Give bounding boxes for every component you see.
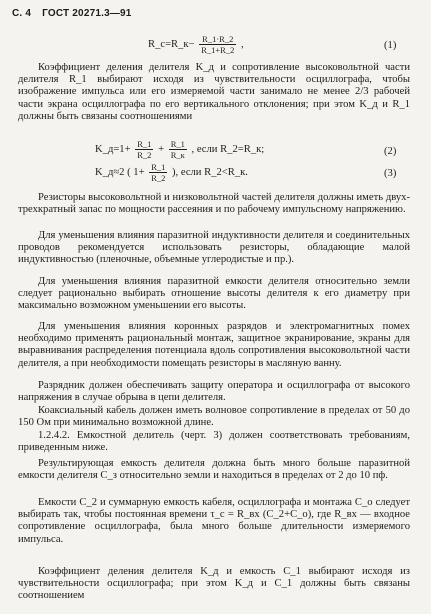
formula-1-tail: ,: [240, 38, 244, 50]
formula-1-fraction: [199, 34, 236, 55]
page-header: [12, 8, 140, 19]
page-number: С. 4: [12, 8, 32, 19]
formula-1: [148, 34, 244, 55]
paragraph-capacitive-divider: 1.2.4.2. Емкостной делитель (черт. 3) должен соответствовать требованиям, приведенным ниже.: [18, 430, 410, 454]
formula-1-denominator: R_1+R_2: [201, 45, 235, 55]
paragraph-time-constant: Емкости C_2 и суммарную емкость кабеля, осциллографа и монтажа C_о следует выбирать так, чтобы постоянная времени τ_с = R_вх (C_2+C_о), где R_вх — входное сопротивление осциллографа, была много больше длительности измеряемого импульса.: [18, 497, 410, 545]
paragraph-divider-ratio: Коэффициент деления делителя K_д и емкость C_1 выбирают исходя из чувствительности осциллографа; при этом K_д и C_1 должны быть связаны соотношением: [18, 566, 410, 602]
formula-2-numerator-1: R_1: [137, 139, 152, 149]
formula-1-numerator: R_1·R_2: [199, 34, 236, 45]
paragraph-inductance: Для уменьшения влияния паразитной индуктивности делителя и соединительных проводов рекомендуется использовать резисторы, обладающие малой индуктивностью (пленочные, объемные углеродистые и пр.).: [18, 230, 410, 266]
formula-3-lhs: K_д≈2 ( 1+: [95, 166, 145, 178]
formula-1-lhs: R_c=R_к−: [148, 38, 195, 50]
paragraph-parasitic-capacitance: Для уменьшения влияния паразитной емкости делителя относительно земли следует рационально выбирать отношение высоты делителя к его диаметру при максимально возможном уменьшении его высоты.: [18, 276, 410, 312]
formula-2: [95, 139, 264, 160]
formula-2-tail: , если R_2=R_к;: [191, 143, 265, 155]
paragraph-arrester: Разрядник должен обеспечивать защиту оператора и осциллографа от высокого напряжения в случае обрыва в цепи делителя.: [18, 380, 410, 404]
paragraph-coaxial-cable: Коаксиальный кабель должен иметь волновое сопротивление в пределах от 50 до 150 Ом при минимально возможной длине.: [18, 405, 410, 429]
formula-2-lhs: K_д=1+: [95, 143, 131, 155]
formula-2-numerator-2: R_1: [170, 139, 185, 149]
formula-3-number: (3): [384, 168, 397, 179]
formula-2-plus: +: [158, 143, 165, 155]
formula-2-fraction-2: [169, 139, 187, 160]
formula-3-tail: ), если R_2<R_к.: [172, 166, 248, 178]
paragraph-divider-coefficient: Коэффициент деления делителя K_д и сопротивление высоковольтной части делителя R_1 выбирают исходя из чувствительности осциллографа, чтобы изображение импульса или его измеряемой части занимало не менее 2/3 рабочей части экрана осциллографа по его вертикального отклонения; при этом K_д и R_1 должны быть связаны соотношениями: [18, 62, 410, 122]
formula-2-denominator-1: R_2: [137, 150, 152, 160]
formula-3-fraction: [149, 162, 167, 183]
formula-3-numerator: R_1: [151, 162, 166, 172]
formula-2-denominator-2: R_к: [170, 150, 185, 160]
formula-2-fraction-1: [135, 139, 153, 160]
paragraph-resistors: Резисторы высоковольтной и низковольтной частей делителя должны иметь двух- трехкратный запас по мощности рассеяния и по рабочему импульсному напряжению.: [18, 192, 410, 216]
formula-2-number: (2): [384, 146, 397, 157]
standard-number: ГОСТ 20271.3—91: [42, 8, 132, 19]
formula-1-number: (1): [384, 40, 397, 51]
formula-3-denominator: R_2: [151, 173, 166, 183]
paragraph-corona: Для уменьшения влияния коронных разрядов и электромагнитных помех необходимо применять рациональный монтаж, защитное экранирование, экраны для выравнивания распределения потенциала вдоль сопротивления высоковольтной части делителя, а при необходимости помещать резисторы в масляную ванну.: [18, 321, 410, 369]
formula-3: [95, 162, 248, 183]
paragraph-resulting-capacitance: Результирующая емкость делителя должна быть много больше паразитной емкости делителя C_з относительно земли и находиться в пределах от 2 до 10 пф.: [18, 458, 410, 482]
